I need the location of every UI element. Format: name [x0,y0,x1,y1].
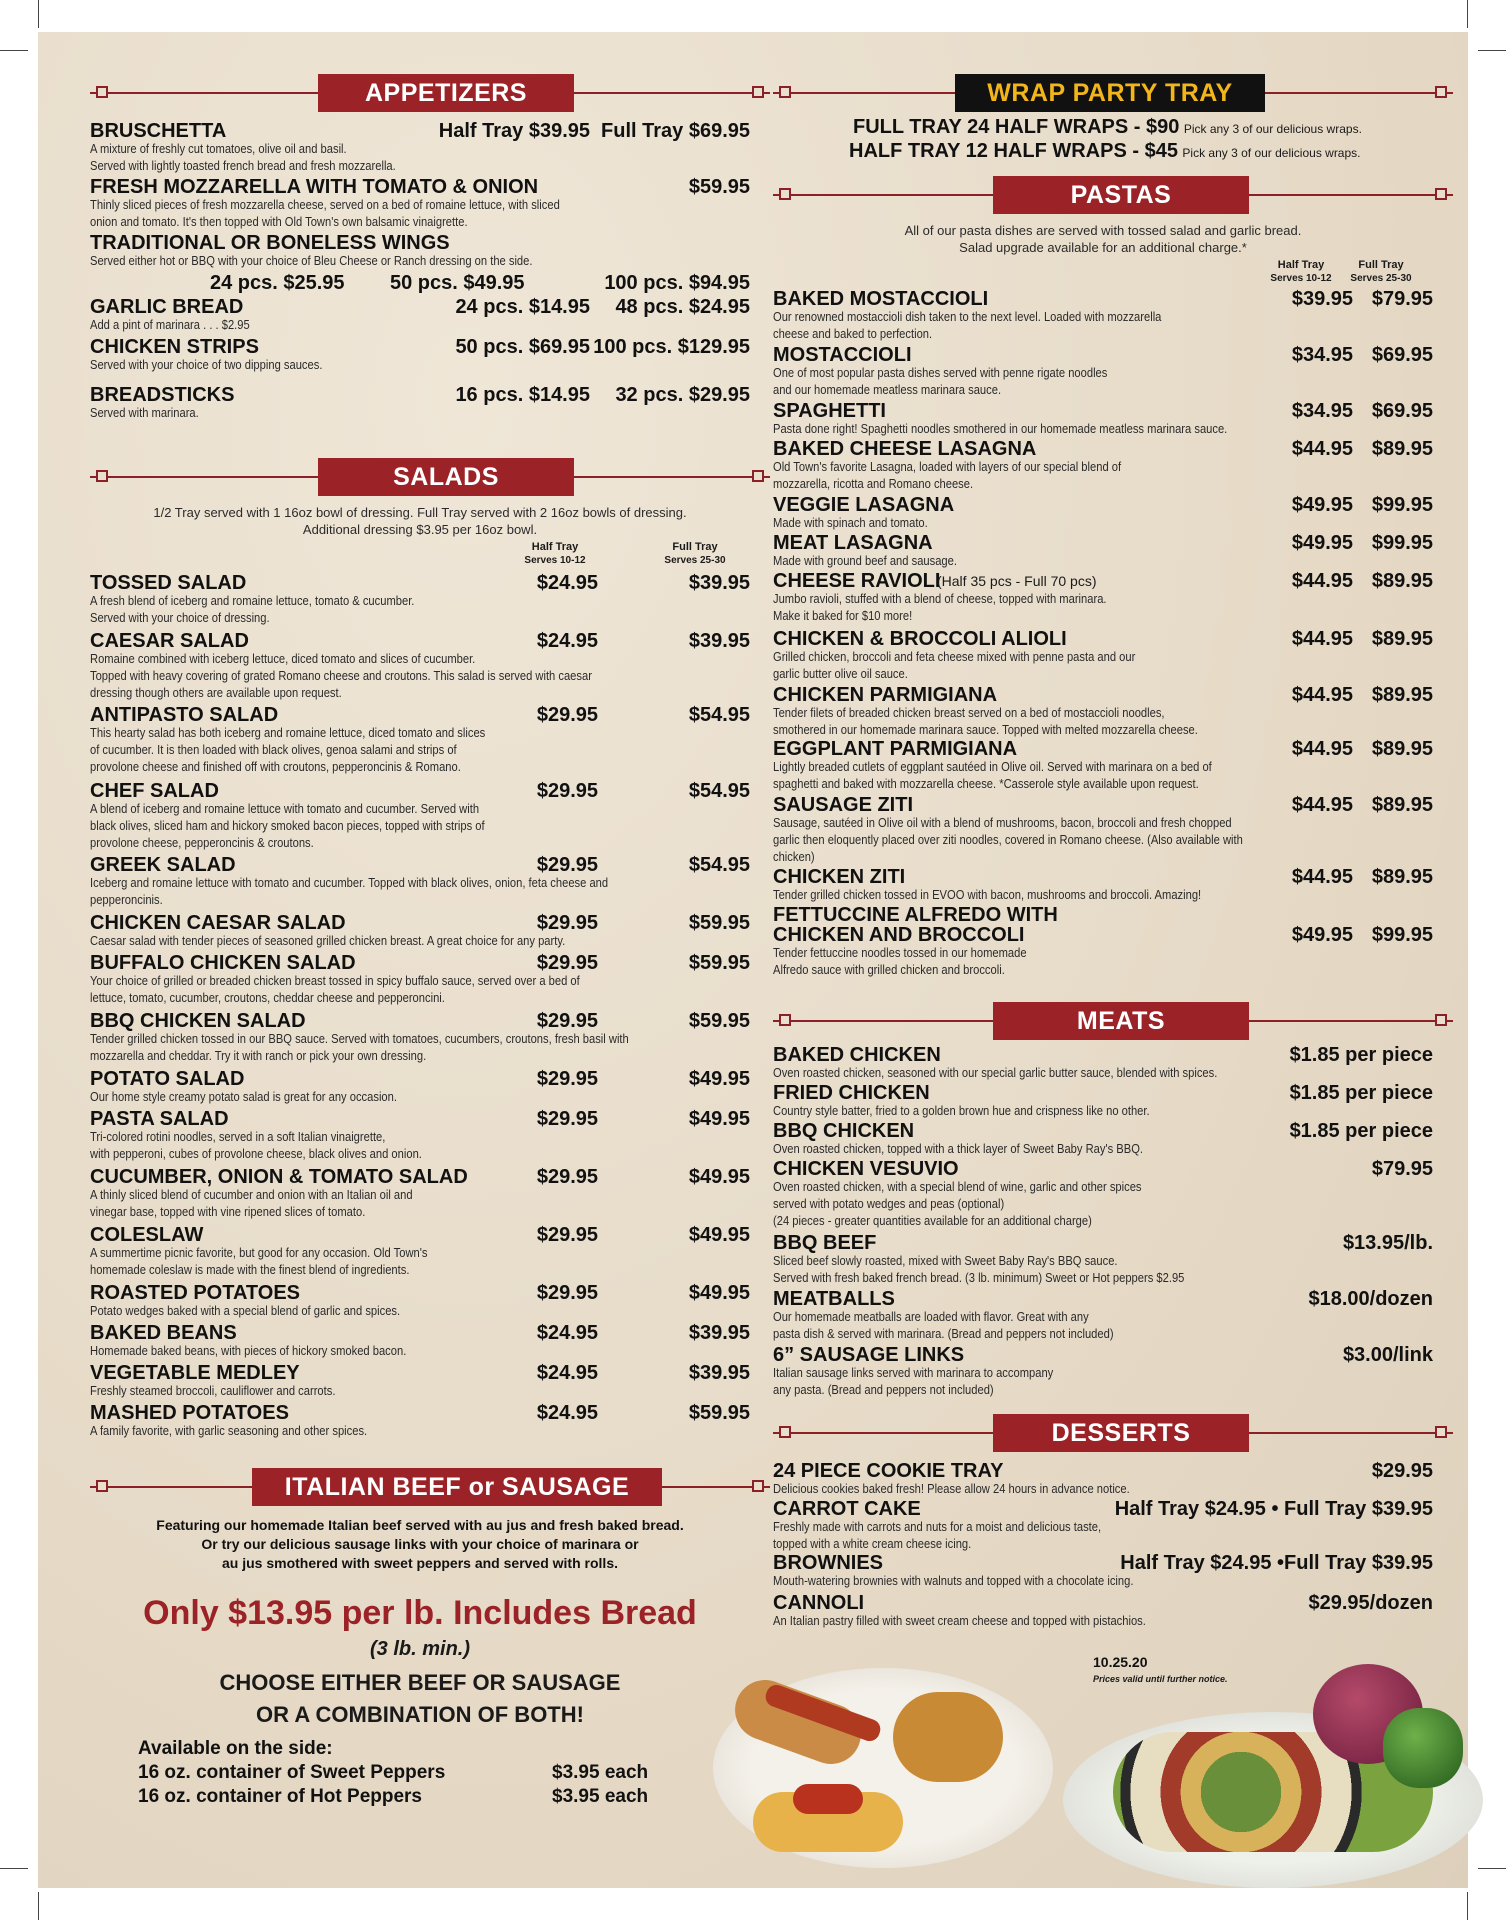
beef-side-2-price: $3.95 each [552,1786,649,1807]
desserts-item-desc: An Italian pastry filled with sweet cream cheese and topped with pistachios. [773,1613,1146,1628]
salads-item-name: VEGETABLE MEDLEY [90,1362,300,1384]
meats-item-full-price: $18.00/dozen [1308,1288,1433,1310]
pastas-item-name: BAKED CHEESE LASAGNA [773,438,1037,460]
salads-item-desc: Caesar salad with tender pieces of seasoned grilled chicken breast. A great choice for any party. [90,933,566,948]
pastas-item-half-price: $49.95 [1291,924,1353,946]
desserts-item-name: 24 PIECE COOKIE TRAY [773,1460,1004,1482]
pastas-item-desc: Pasta done right! Spaghetti noodles smothered in our homemade meatless marinara sauce. [773,421,1228,436]
pastas-item-half-price: $44.95 [1291,738,1353,760]
wrap-line-2: HALF TRAY 12 HALF WRAPS - $45 Pick any 3 of our delicious wraps. [849,140,1361,162]
pastas-item-half-price: $44.95 [1291,570,1353,592]
pastas-item-name: CHICKEN & BROCCOLI ALIOLI [773,628,1067,650]
salads-item-desc: Homemade baked beans, with pieces of hickory smoked bacon. [90,1343,407,1358]
pastas-item-full-price: $79.95 [1371,288,1433,310]
pastas-item-half-price: $49.95 [1291,494,1353,516]
pastas-item-desc: Lightly breaded cutlets of eggplant sautéed in Olive oil. Served with marinara on a bed of spaghetti and baked with mozzarella cheese. *Casserole style available upon request. [773,759,1212,791]
pastas-item-desc: One of most popular pasta dishes served with penne rigate noodles and our homemade meatless marinara sauce. [773,365,1108,397]
beef-min: (3 lb. min.) [370,1638,470,1660]
salads-item-desc: Your choice of grilled or breaded chicken breast tossed in spicy buffalo sauce, served over a bed of lettuce, tomato, cucumber, croutons, cheddar cheese and pepperoncini. [90,973,580,1005]
pastas-item-name2: CHICKEN AND BROCCOLI [773,924,1025,946]
pastas-note: All of our pasta dishes are served with tossed salad and garlic bread. Salad upgrade available for an additional charge.* [904,223,1302,255]
pastas-item-name: SAUSAGE ZITI [773,794,914,816]
desserts-title: DESSERTS [993,1414,1249,1452]
appetizers-item-desc: Served with your choice of two dipping sauces. [90,357,323,372]
appetizers-item-name: BREADSTICKS [90,384,235,406]
salads-item-name: BAKED BEANS [90,1322,237,1344]
meats-title: MEATS [993,1002,1249,1040]
meats-item-desc: Italian sausage links served with marinara to accompany any pasta. (Bread and peppers not included) [773,1365,1054,1397]
pastas-full-head: Full Tray Serves 25-30 [1350,259,1412,284]
salads-item-name: PASTA SALAD [90,1108,229,1130]
salads-item-name: BUFFALO CHICKEN SALAD [90,952,356,974]
meats-item-full-price: $1.85 per piece [1289,1120,1433,1142]
pastas-item-half-price: $39.95 [1291,288,1353,310]
salads-item-half-price: $29.95 [536,854,598,876]
salads-item-desc: Our home style creamy potato salad is great for any occasion. [90,1089,397,1104]
appetizers-item-desc: Add a pint of marinara . . . $2.95 [90,317,250,332]
salads-item-name: COLESLAW [90,1224,204,1246]
fried-chicken-image [893,1692,1003,1782]
pastas-item-desc: Sausage, sautéed in Olive oil with a blend of mushrooms, bacon, broccoli and fresh chopped garlic then eloquently placed over ziti noodles, covered in Romano cheese. (Also available with chicken) [773,815,1243,864]
desserts-header [773,1414,1453,1452]
pastas-item-full-price: $89.95 [1371,684,1433,706]
pastas-title: PASTAS [993,176,1249,214]
pastas-header [773,176,1453,214]
salads-item-half-price: $29.95 [536,1108,598,1130]
marinara-image [793,1784,863,1814]
appetizers-item-name: TRADITIONAL OR BONELESS WINGS [90,232,450,254]
salads-item-half-price: $29.95 [536,1282,598,1304]
desserts-item-full-price: $29.95 [1371,1460,1433,1482]
wrap-header [773,74,1453,112]
salads-item-half-price: $29.95 [536,1068,598,1090]
pastas-item-full-price: $69.95 [1371,400,1433,422]
salads-item-full-price: $49.95 [688,1224,750,1246]
pastas-item-full-price: $89.95 [1371,866,1433,888]
meats-item-name: 6” SAUSAGE LINKS [773,1344,965,1366]
salads-item-full-price: $54.95 [688,780,750,802]
salads-item-full-price: $54.95 [688,854,750,876]
salads-item-full-price: $39.95 [688,572,750,594]
pastas-item-half-price: $34.95 [1291,344,1353,366]
salads-item-half-price: $24.95 [536,630,598,652]
salads-item-full-price: $39.95 [688,1362,750,1384]
salads-title: SALADS [318,458,574,496]
salads-item-half-price: $29.95 [536,1010,598,1032]
meats-item-desc: Country style batter, fried to a golden brown hue and crispness like no other. [773,1103,1150,1118]
pastas-item-half-price: $44.95 [1291,794,1353,816]
salads-item-desc: Tender grilled chicken tossed in our BBQ sauce. Served with tomatoes, cucumbers, croutons, fresh basil with mozzarella and cheddar. Try it with ranch or pick your own dressing. [90,1031,629,1063]
beef-choose-2: OR A COMBINATION OF BOTH! [256,1702,584,1727]
salads-item-full-price: $54.95 [688,704,750,726]
salads-item-half-price: $29.95 [536,1224,598,1246]
salads-item-half-price: $24.95 [536,572,598,594]
appetizers-item-half-price: 24 pcs. $14.95 [455,296,590,318]
beef-intro: Featuring our homemade Italian beef served with au jus and fresh baked bread. Or try our delicious sausage links with your choice of marinara or au jus smothered with sweet peppers and served with rolls. [156,1517,684,1571]
pastas-item-name: SPAGHETTI [773,400,886,422]
beef-title: ITALIAN BEEF or SAUSAGE [252,1468,662,1506]
appetizers-item-desc: Thinly sliced pieces of fresh mozzarella cheese, served on a bed of romaine lettuce, with sliced onion and tomato. It's then topped with Old Town's own balsamic vinaigrette. [90,197,560,229]
pastas-item-desc: Tender filets of breaded chicken breast served on a bed of mostaccioli noodles, smothered in our homemade marinara sauce. Topped with melted mozzarella cheese. [773,705,1198,737]
pastas-item-desc: Tender grilled chicken tossed in EVOO with bacon, mushrooms and broccoli. Amazing! [773,887,1202,902]
salads-item-desc: A fresh blend of iceberg and romaine lettuce, tomato & cucumber. Served with your choice of dressing. [90,593,415,625]
beef-side-1-price: $3.95 each [552,1762,649,1783]
meats-item-name: BBQ CHICKEN [773,1120,915,1142]
meats-item-name: MEATBALLS [773,1288,895,1310]
salads-item-full-price: $59.95 [688,912,750,934]
appetizers-title: APPETIZERS [318,74,574,112]
pastas-item-name: MOSTACCIOLI [773,344,912,366]
pastas-item-desc: Made with ground beef and sausage. [773,553,957,568]
pastas-item-desc: Grilled chicken, broccoli and feta cheese mixed with penne pasta and our garlic butter olive oil sauce. [773,649,1136,681]
salads-item-name: TOSSED SALAD [90,572,247,594]
pastas-item-half-price: $44.95 [1291,628,1353,650]
salads-item-name: POTATO SALAD [90,1068,245,1090]
salads-item-half-price: $29.95 [536,952,598,974]
appetizers-item-full-price: Full Tray $69.95 [601,120,750,142]
pastas-item-half-price: $44.95 [1291,438,1353,460]
menu-valid-note: Prices valid until further notice. [1093,1674,1228,1684]
wrap-line-1: FULL TRAY 24 HALF WRAPS - $90 Pick any 3 of our delicious wraps. [853,116,1362,138]
pastas-item-name: CHICKEN PARMIGIANA [773,684,998,706]
pastas-item-name: BAKED MOSTACCIOLI [773,288,989,310]
salads-half-head: Half Tray Serves 10-12 [524,541,586,566]
salads-item-desc: A blend of iceberg and romaine lettuce with tomato and cucumber. Served with black olives, sliced ham and hickory smoked bacon pieces, topped with strips of provolone cheese, pepperoncinis & croutons. [90,801,485,850]
pastas-item-full-price: $99.95 [1371,924,1433,946]
pastas-item-name: CHEESE RAVIOLI [773,570,941,592]
salads-item-full-price: $49.95 [688,1068,750,1090]
salads-item-desc: Romaine combined with iceberg lettuce, diced tomato and slices of cucumber. Topped with heavy covering of grated Romano cheese and croutons. This salad is served with caesar dressing though others are available upon request. [90,651,592,700]
pastas-item-full-price: $89.95 [1371,570,1433,592]
salads-item-desc: Freshly steamed broccoli, cauliflower and carrots. [90,1383,336,1398]
desserts-item-desc: Freshly made with carrots and nuts for a moist and delicious taste, topped with a white cream cheese icing. [773,1519,1102,1551]
salads-item-full-price: $49.95 [688,1108,750,1130]
appetizers-item-name: BRUSCHETTA [90,120,227,142]
desserts-item-full-price: Half Tray $24.95 •Full Tray $39.95 [1120,1552,1433,1574]
salads-item-name: GREEK SALAD [90,854,236,876]
salads-item-name: ROASTED POTATOES [90,1282,301,1304]
appetizers-item-half-price: Half Tray $39.95 [438,120,590,142]
pastas-item-full-price: $69.95 [1371,344,1433,366]
meats-item-name: BBQ BEEF [773,1232,877,1254]
appetizers-item-full-price: $59.95 [688,176,750,198]
salads-item-name: CHICKEN CAESAR SALAD [90,912,346,934]
pastas-item-desc: Our renowned mostaccioli dish taken to the next level. Loaded with mozzarella cheese and baked to perfection. [773,309,1162,341]
meats-item-desc: Oven roasted chicken, seasoned with our special garlic butter sauce, blended with spices. [773,1065,1218,1080]
wrap-title: WRAP PARTY TRAY [955,74,1265,112]
pastas-item-name: FETTUCCINE ALFREDO WITH [773,904,1058,926]
pepper-image [1383,1708,1463,1788]
salads-item-half-price: $24.95 [536,1322,598,1344]
salads-item-desc: A thinly sliced blend of cucumber and onion with an Italian oil and vinegar base, topped with vine ripened slices of tomato. [90,1187,413,1219]
menu-sheet [38,32,1468,1888]
salads-item-desc: Tri-colored rotini noodles, served in a soft Italian vinaigrette, with pepperoni, cubes of provolone cheese, black olives and onion. [90,1129,422,1161]
pastas-item-full-price: $89.95 [1371,794,1433,816]
salads-item-half-price: $29.95 [536,912,598,934]
beef-side-title: Available on the side: [138,1738,333,1759]
pastas-item-full-price: $99.95 [1371,494,1433,516]
meats-header [773,1002,1453,1040]
salads-item-full-price: $39.95 [688,1322,750,1344]
appetizers-item-desc: Served either hot or BBQ with your choice of Bleu Cheese or Ranch dressing on the side. [90,253,533,268]
salads-full-head: Full Tray Serves 25-30 [664,541,726,566]
meats-item-name: FRIED CHICKEN [773,1082,930,1104]
pastas-item-desc: Old Town's favorite Lasagna, loaded with layers of our special blend of mozzarella, ricotta and Romano cheese. [773,459,1122,491]
pastas-item-sub: (Half 35 pcs - Full 70 pcs) [937,573,1097,589]
desserts-item-full-price: $29.95/dozen [1308,1592,1433,1614]
menu-date: 10.25.20 [1093,1654,1148,1670]
appetizers-item-desc: Served with marinara. [90,405,199,420]
appetizers-item-full-price: 48 pcs. $24.95 [615,296,750,318]
salads-item-name: CUCUMBER, ONION & TOMATO SALAD [90,1166,468,1188]
meats-item-full-price: $3.00/link [1342,1344,1433,1366]
meats-item-full-price: $1.85 per piece [1289,1082,1433,1104]
meats-item-full-price: $1.85 per piece [1289,1044,1433,1066]
salads-item-desc: This hearty salad has both iceberg and romaine lettuce, diced tomato and slices of cucumber. It is then loaded with black olives, genoa salami and strips of provolone cheese and finished off with croutons, pepperoncinis & Romano. [90,725,486,774]
salads-item-full-price: $39.95 [688,630,750,652]
salads-item-full-price: $59.95 [688,952,750,974]
pastas-item-half-price: $49.95 [1291,532,1353,554]
pastas-item-name: CHICKEN ZITI [773,866,906,888]
salads-item-name: CHEF SALAD [90,780,219,802]
pastas-half-head: Half Tray Serves 10-12 [1270,259,1332,284]
appetizers-item-name: GARLIC BREAD [90,296,244,318]
pastas-item-name: EGGPLANT PARMIGIANA [773,738,1018,760]
pastas-item-full-price: $99.95 [1371,532,1433,554]
pastas-item-half-price: $34.95 [1291,400,1353,422]
beef-header [90,1468,770,1506]
pastas-item-full-price: $89.95 [1371,438,1433,460]
beef-price: Only $13.95 per lb. Includes Bread [143,1594,697,1632]
appetizers-item-name: CHICKEN STRIPS [90,336,259,358]
meats-item-desc: Sliced beef slowly roasted, mixed with Sweet Baby Ray's BBQ sauce. Served with fresh baked french bread. (3 lb. minimum) Sweet or Hot peppers $2.95 [773,1253,1185,1285]
meats-item-full-price: $13.95/lb. [1342,1232,1433,1254]
meats-item-name: BAKED CHICKEN [773,1044,941,1066]
desserts-item-desc: Mouth-watering brownies with walnuts and topped with a chocolate icing. [773,1573,1134,1588]
meats-item-desc: Oven roasted chicken, with a special blend of wine, garlic and other spices served with potato wedges and peas (optional) (24 pieces - greater quantities available for an additional charge) [773,1179,1142,1228]
salads-item-full-price: $49.95 [688,1282,750,1304]
salads-item-half-price: $29.95 [536,1166,598,1188]
pastas-item-full-price: $89.95 [1371,628,1433,650]
salads-item-desc: A family favorite, with garlic seasoning and other spices. [90,1423,368,1438]
pastas-item-full-price: $89.95 [1371,738,1433,760]
pastas-item-desc: Jumbo ravioli, stuffed with a blend of cheese, topped with marinara. Make it baked for $10 more! [773,591,1107,623]
beef-side-1: 16 oz. container of Sweet Peppers [138,1762,446,1783]
desserts-item-full-price: Half Tray $24.95 • Full Tray $39.95 [1114,1498,1433,1520]
appetizers-wings-50: 50 pcs. $49.95 [390,272,525,294]
meats-item-full-price: $79.95 [1371,1158,1433,1180]
salads-note: 1/2 Tray served with 1 16oz bowl of dressing. Full Tray served with 2 16oz bowls of dressing. Additional dressing $3.95 per 16oz bowl. [153,505,687,537]
salads-item-full-price: $49.95 [688,1166,750,1188]
salads-item-half-price: $24.95 [536,1402,598,1424]
desserts-item-desc: Delicious cookies baked fresh! Please allow 24 hours in advance notice. [773,1481,1130,1496]
salads-item-desc: A summertime picnic favorite, but good for any occasion. Old Town's homemade coleslaw is made with the finest blend of ingredients. [90,1245,428,1277]
salads-item-full-price: $59.95 [688,1402,750,1424]
appetizers-item-desc: A mixture of freshly cut tomatoes, olive oil and basil. Served with lightly toasted french bread and fresh mozzarella. [90,141,396,173]
salads-item-half-price: $29.95 [536,704,598,726]
appetizers-wings-24: 24 pcs. $25.95 [210,272,345,294]
pastas-item-desc: Tender fettuccine noodles tossed in our homemade Alfredo sauce with grilled chicken and broccoli. [773,945,1027,977]
beef-choose-1: CHOOSE EITHER BEEF OR SAUSAGE [219,1670,621,1695]
meats-item-name: CHICKEN VESUVIO [773,1158,959,1180]
salads-item-name: MASHED POTATOES [90,1402,289,1424]
pastas-item-name: MEAT LASAGNA [773,532,933,554]
salads-item-name: BBQ CHICKEN SALAD [90,1010,306,1032]
salads-item-desc: Potato wedges baked with a special blend of garlic and spices. [90,1303,401,1318]
appetizers-item-half-price: 16 pcs. $14.95 [455,384,590,406]
salads-item-name: CAESAR SALAD [90,630,249,652]
appetizers-wings-100: 100 pcs. $94.95 [604,272,750,294]
salads-item-half-price: $24.95 [536,1362,598,1384]
salads-header [90,458,770,496]
desserts-item-name: CARROT CAKE [773,1498,921,1520]
salads-item-full-price: $59.95 [688,1010,750,1032]
appetizers-item-full-price: 100 pcs. $129.95 [593,336,750,358]
pastas-item-name: VEGGIE LASAGNA [773,494,955,516]
salads-item-name: ANTIPASTO SALAD [90,704,279,726]
salads-item-desc: Iceberg and romaine lettuce with tomato and cucumber. Topped with black olives, onion, feta cheese and pepperoncinis. [90,875,609,907]
appetizers-item-full-price: 32 pcs. $29.95 [615,384,750,406]
appetizers-item-name: FRESH MOZZARELLA WITH TOMATO & ONION [90,176,539,198]
appetizers-item-half-price: 50 pcs. $69.95 [455,336,590,358]
pastas-item-half-price: $44.95 [1291,866,1353,888]
desserts-item-name: CANNOLI [773,1592,865,1614]
desserts-item-name: BROWNIES [773,1552,883,1574]
pastas-item-desc: Made with spinach and tomato. [773,515,928,530]
meats-item-desc: Our homemade meatballs are loaded with flavor. Great with any pasta dish & served with marinara. (Bread and peppers not included) [773,1309,1114,1341]
pastas-item-half-price: $44.95 [1291,684,1353,706]
meats-item-desc: Oven roasted chicken, topped with a thick layer of Sweet Baby Ray's BBQ. [773,1141,1144,1156]
beef-side-2: 16 oz. container of Hot Peppers [138,1786,422,1807]
salads-item-half-price: $29.95 [536,780,598,802]
appetizers-header [90,74,770,112]
